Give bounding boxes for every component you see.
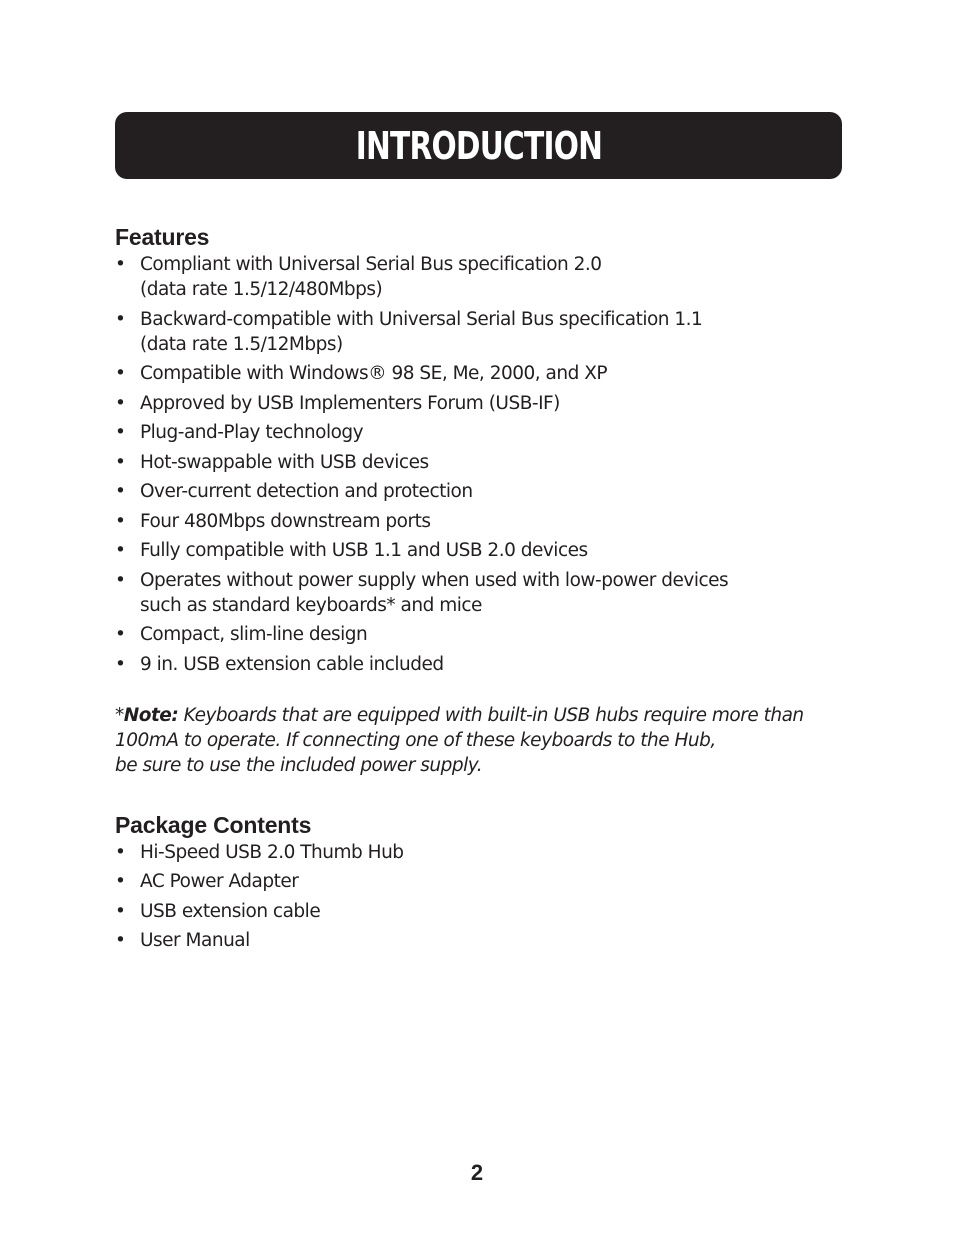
- list-item: [115, 307, 855, 357]
- bullet-icon: •: [115, 363, 126, 384]
- list-item: [115, 361, 855, 386]
- list-item: [115, 420, 855, 445]
- bullet-icon: •: [115, 254, 126, 275]
- bullet-icon: •: [115, 930, 126, 951]
- bullet-icon: •: [115, 540, 126, 561]
- page-title: INTRODUCTION: [355, 123, 602, 168]
- bullet-icon: •: [115, 871, 126, 892]
- bullet-icon: •: [115, 900, 126, 922]
- note-asterisk: *: [115, 704, 124, 726]
- list-item-text: User Manual: [140, 930, 250, 951]
- bullet-icon: •: [115, 569, 126, 591]
- list-item-text: 9 in. USB extension cable included: [140, 653, 444, 675]
- list-item-text: Hot-swappable with USB devices: [140, 451, 429, 473]
- list-item: [115, 479, 855, 504]
- page-content: [115, 222, 855, 958]
- list-item: [115, 568, 855, 618]
- page-number: 2: [470, 1160, 484, 1185]
- list-item-text: Approved by USB Implementers Forum (USB-IF): [140, 392, 560, 414]
- package-contents-list: [115, 840, 855, 954]
- bullet-icon: •: [115, 422, 126, 443]
- bullet-icon: •: [115, 624, 126, 645]
- features-list: [115, 252, 855, 677]
- bullet-icon: •: [115, 653, 126, 675]
- list-item-text: Plug-and-Play technology: [140, 422, 364, 443]
- bullet-icon: •: [115, 510, 126, 532]
- bullet-icon: •: [115, 841, 126, 863]
- list-item-text: USB extension cable: [140, 900, 321, 922]
- bullet-icon: •: [115, 392, 126, 414]
- list-item: [115, 899, 855, 924]
- list-item-text: Fully compatible with USB 1.1 and USB 2.0 devices: [140, 540, 588, 561]
- list-item: [115, 652, 855, 677]
- list-item-text: AC Power Adapter: [140, 871, 299, 892]
- list-item: [115, 252, 855, 302]
- note-label: Note:: [123, 704, 179, 726]
- bullet-icon: •: [115, 308, 126, 330]
- note-text: Keyboards that are equipped with built-in USB hubs require more than 100mA to operate. If connecting one of these keyboards to the Hub, be sure to use the included power supply.: [115, 704, 804, 776]
- list-item-text: Four 480Mbps downstream ports: [140, 510, 431, 532]
- list-item: [115, 509, 855, 534]
- bullet-icon: •: [115, 481, 126, 502]
- list-item: [115, 538, 855, 563]
- bullet-icon: •: [115, 451, 126, 473]
- list-item: [115, 928, 855, 953]
- list-item-text: Compatible with Windows® 98 SE, Me, 2000, and XP: [140, 363, 608, 384]
- list-item-text: Hi-Speed USB 2.0 Thumb Hub: [140, 841, 404, 863]
- list-item-text: Backward-compatible with Universal Serial Bus specification 1.1 (data rate 1.5/12Mbps): [140, 308, 703, 355]
- list-item: [115, 450, 855, 475]
- list-item: [115, 840, 855, 865]
- package-contents-heading: Package Contents: [115, 811, 312, 838]
- features-heading: Features: [115, 224, 210, 250]
- list-item-text: Compliant with Universal Serial Bus specification 2.0 (data rate 1.5/12/480Mbps): [140, 254, 602, 300]
- list-item: [115, 869, 855, 894]
- title-banner: [115, 112, 842, 179]
- list-item: [115, 622, 855, 647]
- list-item-text: Compact, slim-line design: [140, 624, 368, 645]
- list-item: [115, 391, 855, 416]
- package-contents-section: [115, 810, 855, 954]
- list-item-text: Operates without power supply when used with low-power devices such as standard keyboards* and mice: [140, 569, 729, 616]
- list-item-text: Over-current detection and protection: [140, 481, 473, 502]
- keyboard-note: [115, 703, 855, 778]
